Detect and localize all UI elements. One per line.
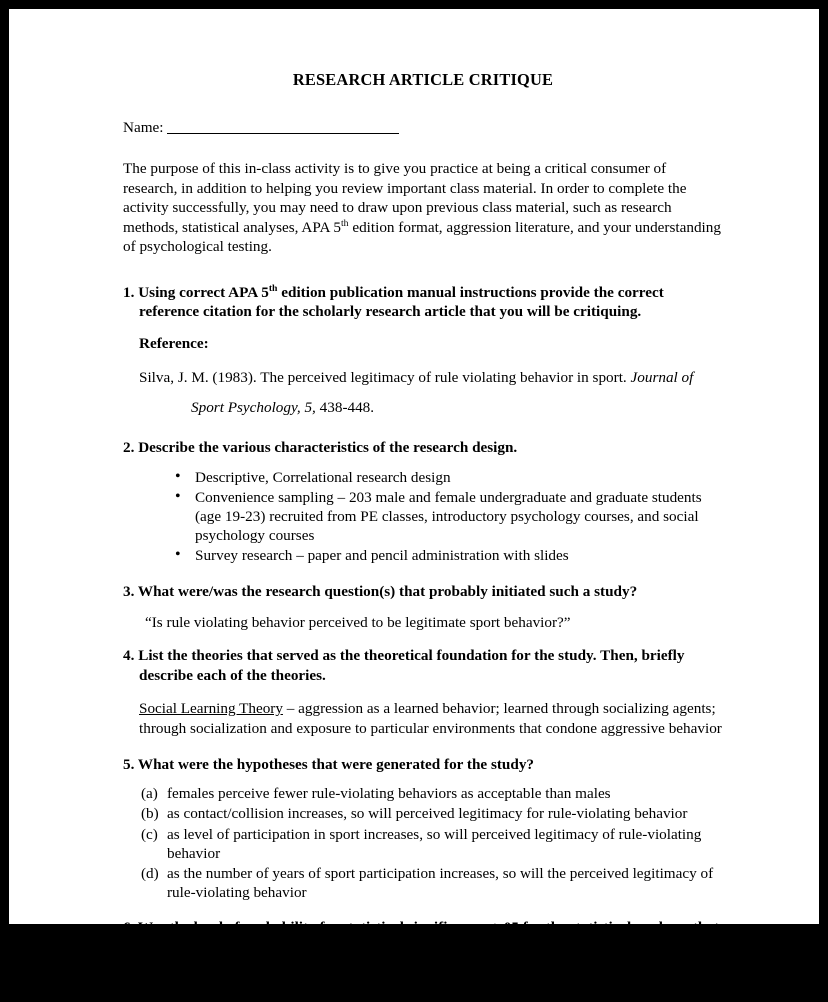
list-item-marker: (d) bbox=[141, 864, 159, 882]
question-1-section bbox=[123, 283, 723, 423]
list-item-text: females perceive fewer rule-violating behaviors as acceptable than males bbox=[167, 785, 611, 803]
name-blank-rule[interactable] bbox=[167, 133, 399, 134]
reference-label: Reference: bbox=[139, 334, 209, 352]
document-page bbox=[9, 9, 819, 986]
hypotheses-list bbox=[123, 784, 723, 902]
question-5-number: 5. bbox=[123, 755, 135, 773]
question-1-heading bbox=[123, 283, 723, 322]
list-item bbox=[141, 784, 723, 803]
reference-journal-italic: Journal of Sport Psychology, 5, bbox=[191, 369, 694, 416]
question-2-text: Describe the various characteristics of the research design. bbox=[138, 439, 518, 457]
list-item-text: as the number of years of sport participation increases, so will the perceived legitimacy of rule-violating behavior bbox=[167, 864, 714, 901]
question-3-answer: “Is rule violating behavior perceived to be legitimate sport behavior?” bbox=[145, 613, 571, 631]
list-item-marker: (b) bbox=[141, 805, 159, 823]
question-6-number: 6. bbox=[123, 919, 135, 937]
intro-paragraph bbox=[123, 159, 723, 256]
question-4-answer bbox=[139, 699, 723, 739]
question-1-number: 1. bbox=[123, 283, 135, 301]
question-3-section bbox=[123, 582, 723, 633]
reference-plain-1: Silva, J. M. (1983). The perceived legitimacy of rule violating behavior in sport. bbox=[139, 369, 631, 387]
list-item-marker: (a) bbox=[141, 785, 158, 803]
research-design-bullet-list bbox=[123, 468, 723, 566]
list-item bbox=[141, 864, 723, 902]
question-2-heading bbox=[123, 438, 723, 457]
intro-superscript: th bbox=[340, 217, 349, 229]
name-field-line bbox=[123, 118, 723, 137]
list-item: • Convenience sampling – 203 male and female undergraduate and graduate students (age 19-23) recruited from PE classes, introductory psychology courses, and social psychology courses bbox=[175, 488, 723, 545]
question-4-text: List the theories that served as the theoretical foundation for the study. Then, briefly describe each of the theories. bbox=[138, 647, 685, 684]
list-item-marker: (c) bbox=[141, 825, 158, 843]
question-6-text: Was the level of probability for statistical significance < .05 for the statistical analyses that were conducted? (Hint: what was the p-value for the analyses/results)? bbox=[137, 919, 720, 956]
question-5-heading bbox=[123, 755, 723, 774]
question-3-heading bbox=[123, 582, 723, 601]
document-content bbox=[123, 69, 723, 1002]
question-5-text: What were the hypotheses that were generated for the study? bbox=[137, 755, 535, 773]
list-item bbox=[141, 825, 723, 863]
intro-text-part1: The purpose of this in-class activity is to give you practice at being a critical consumer of research, in addition to helping you review important class material. In order to complete the activity successfully, you may need to draw upon previous class material, such as research methods, statistical analyses, APA 5 bbox=[123, 160, 687, 236]
question-3-text: What were/was the research question(s) that probably initiated such a study? bbox=[137, 582, 638, 600]
question-4-number: 4. bbox=[123, 647, 135, 665]
theory-name-underlined: Social Learning Theory bbox=[139, 700, 283, 718]
question-6-heading bbox=[123, 918, 723, 957]
question-6-section bbox=[123, 918, 723, 986]
question-3-number: 3. bbox=[123, 582, 135, 600]
list-item-text: as level of participation in sport increases, so will perceived legitimacy of rule-violating behavior bbox=[167, 825, 702, 862]
question-4-heading bbox=[123, 646, 723, 685]
reference-plain-2: 438-448. bbox=[315, 398, 375, 416]
page-title: RESEARCH ARTICLE CRITIQUE bbox=[292, 70, 554, 89]
theory-description: – aggression as a learned behavior; learned through socializing agents; through socialization and exposure to particular environments that condone aggressive behavior bbox=[139, 700, 722, 738]
reference-citation bbox=[139, 363, 723, 422]
intro-text-part2: edition format, aggression literature, and your understanding of psychological testing. bbox=[123, 218, 721, 256]
question-2-number: 2. bbox=[123, 439, 135, 457]
list-item: • Descriptive, Correlational research design bbox=[175, 468, 723, 487]
question-6-answer: Yes. bbox=[143, 968, 169, 986]
list-item: • Survey research – paper and pencil administration with slides bbox=[175, 546, 723, 565]
question-1-text-part2: edition publication manual instructions provide the correct reference citation for the scholarly research article that you will be critiquing. bbox=[139, 283, 664, 321]
list-item bbox=[141, 804, 723, 823]
list-item-text: as contact/collision increases, so will perceived legitimacy for rule-violating behavior bbox=[167, 805, 688, 823]
question-1-superscript: th bbox=[268, 282, 278, 294]
question-2-section bbox=[123, 438, 723, 565]
question-1-text-part1: Using correct APA 5 bbox=[138, 283, 269, 301]
name-label: Name: bbox=[123, 119, 164, 136]
question-5-section bbox=[123, 755, 723, 902]
question-4-section bbox=[123, 646, 723, 738]
